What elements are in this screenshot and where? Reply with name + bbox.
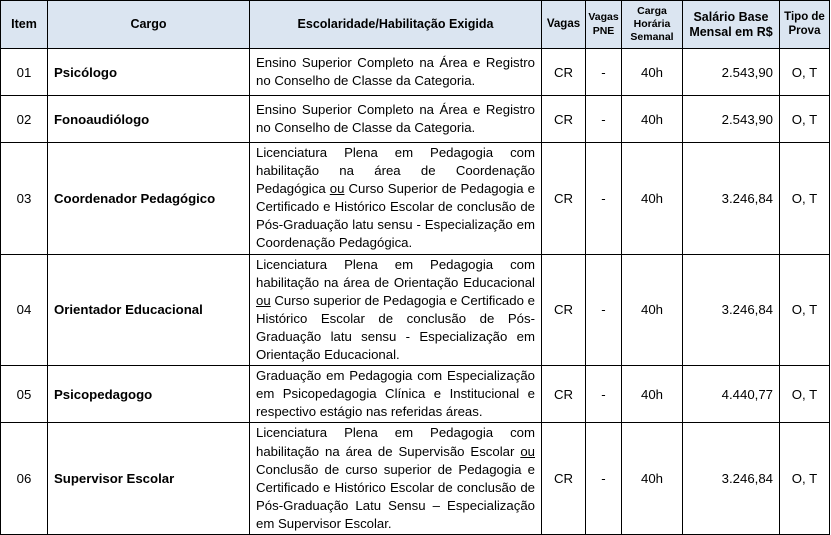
esc-text: Graduação em Pedagogia com Especialização em Psicopedagogia Clínica e Institucional e respectivo estágio nas referidas áreas. — [256, 368, 535, 420]
cell-salario: 4.440,77 — [683, 366, 780, 423]
cell-vagas-pne: - — [586, 143, 622, 255]
header-carga-line2: Horária — [633, 17, 671, 30]
cell-escolaridade — [250, 96, 542, 143]
header-salario-line1: Salário Base — [693, 10, 769, 25]
cell-cargo: Supervisor Escolar — [48, 423, 250, 535]
header-cargo: Cargo — [48, 1, 250, 49]
cell-tipo-prova: O, T — [780, 423, 830, 535]
cell-vagas: CR — [542, 366, 586, 423]
cell-vagas: CR — [542, 254, 586, 366]
cell-vagas-pne: - — [586, 423, 622, 535]
cell-vagas: CR — [542, 96, 586, 143]
cell-vagas-pne: - — [586, 254, 622, 366]
esc-ou: ou — [256, 292, 271, 308]
cell-vagas: CR — [542, 49, 586, 96]
cell-tipo-prova: O, T — [780, 254, 830, 366]
cell-cargo: Psicólogo — [48, 49, 250, 96]
esc-text: Curso Superior de Pedagogia e Certificado e Histórico Escolar de conclusão de Pós-Graduação latu sensu - Especialização em Coordenação Pedagógica. — [256, 181, 535, 251]
cell-escolaridade — [250, 254, 542, 366]
cell-carga: 40h — [622, 423, 683, 535]
cell-tipo-prova: O, T — [780, 143, 830, 255]
header-escolaridade: Escolaridade/Habilitação Exigida — [250, 1, 542, 49]
cell-escolaridade — [250, 49, 542, 96]
cell-tipo-prova: O, T — [780, 49, 830, 96]
cell-vagas-pne: - — [586, 366, 622, 423]
cell-escolaridade — [250, 143, 542, 255]
header-tipo-line1: Tipo de — [784, 11, 825, 24]
header-row — [1, 1, 830, 49]
cell-vagas-pne: - — [586, 49, 622, 96]
cell-salario: 3.246,84 — [683, 423, 780, 535]
cell-item: 04 — [1, 254, 48, 366]
header-salario — [683, 1, 780, 49]
cell-cargo: Fonoaudiólogo — [48, 96, 250, 143]
cell-item: 01 — [1, 49, 48, 96]
table-row — [1, 423, 830, 535]
cell-tipo-prova: O, T — [780, 366, 830, 423]
cell-salario: 3.246,84 — [683, 143, 780, 255]
cell-tipo-prova: O, T — [780, 96, 830, 143]
cell-carga: 40h — [622, 254, 683, 366]
header-carga-line3: Semanal — [630, 31, 674, 44]
header-vagas-pne-line1: Vagas — [588, 11, 619, 24]
cell-vagas-pne: - — [586, 96, 622, 143]
cell-carga: 40h — [622, 366, 683, 423]
cell-cargo: Psicopedagogo — [48, 366, 250, 423]
table-row — [1, 49, 830, 96]
cell-cargo: Orientador Educacional — [48, 254, 250, 366]
table-row — [1, 366, 830, 423]
cell-escolaridade — [250, 366, 542, 423]
header-carga-line1: Carga — [637, 4, 667, 17]
header-tipo-prova — [780, 1, 830, 49]
table-row — [1, 254, 830, 366]
cell-carga: 40h — [622, 96, 683, 143]
cell-cargo: Coordenador Pedagógico — [48, 143, 250, 255]
header-tipo-line2: Prova — [788, 24, 821, 37]
esc-ou: ou — [329, 181, 345, 197]
header-vagas-pne-line2: PNE — [592, 24, 615, 37]
cell-vagas: CR — [542, 423, 586, 535]
header-item: Item — [1, 1, 48, 49]
esc-text: Ensino Superior Completo na Área e Registro no Conselho de Classe da Categoria. — [256, 54, 535, 88]
header-salario-line2: Mensal em R$ — [689, 24, 773, 39]
cell-salario: 2.543,90 — [683, 96, 780, 143]
cell-item: 02 — [1, 96, 48, 143]
header-carga-horaria — [622, 1, 683, 49]
esc-text: Conclusão de curso superior de Pedagogia e Certificado e Histórico Escolar de conclusão de Pós-Graduação Latu Sensu – Especialização em Supervisor Escolar. — [256, 461, 535, 531]
cell-carga: 40h — [622, 143, 683, 255]
cell-item: 06 — [1, 423, 48, 535]
header-vagas: Vagas — [542, 1, 586, 49]
cell-carga: 40h — [622, 49, 683, 96]
table-row — [1, 96, 830, 143]
header-vagas-pne — [586, 1, 622, 49]
cell-item: 03 — [1, 143, 48, 255]
cell-vagas: CR — [542, 143, 586, 255]
table-row — [1, 143, 830, 255]
cell-item: 05 — [1, 366, 48, 423]
esc-text: Curso superior de Pedagogia e Certificado e Histórico Escolar de conclusão de Pós-Graduação latu sensu - Especialização em Orientação Educacional. — [256, 292, 535, 363]
esc-text: Licenciatura Plena em Pedagogia com habilitação na área de Coordenação Pedagógica — [256, 145, 535, 197]
cell-salario: 3.246,84 — [683, 254, 780, 366]
esc-text: Ensino Superior Completo na Área e Registro no Conselho de Classe da Categoria. — [256, 101, 535, 135]
esc-text: Licenciatura Plena em Pedagogia com habilitação na área de Supervisão Escolar — [256, 425, 535, 459]
cell-salario: 2.543,90 — [683, 49, 780, 96]
esc-ou: ou — [520, 443, 535, 459]
esc-text: Licenciatura Plena em Pedagogia com habilitação na área de Orientação Educacional — [256, 256, 535, 290]
cell-escolaridade — [250, 423, 542, 535]
